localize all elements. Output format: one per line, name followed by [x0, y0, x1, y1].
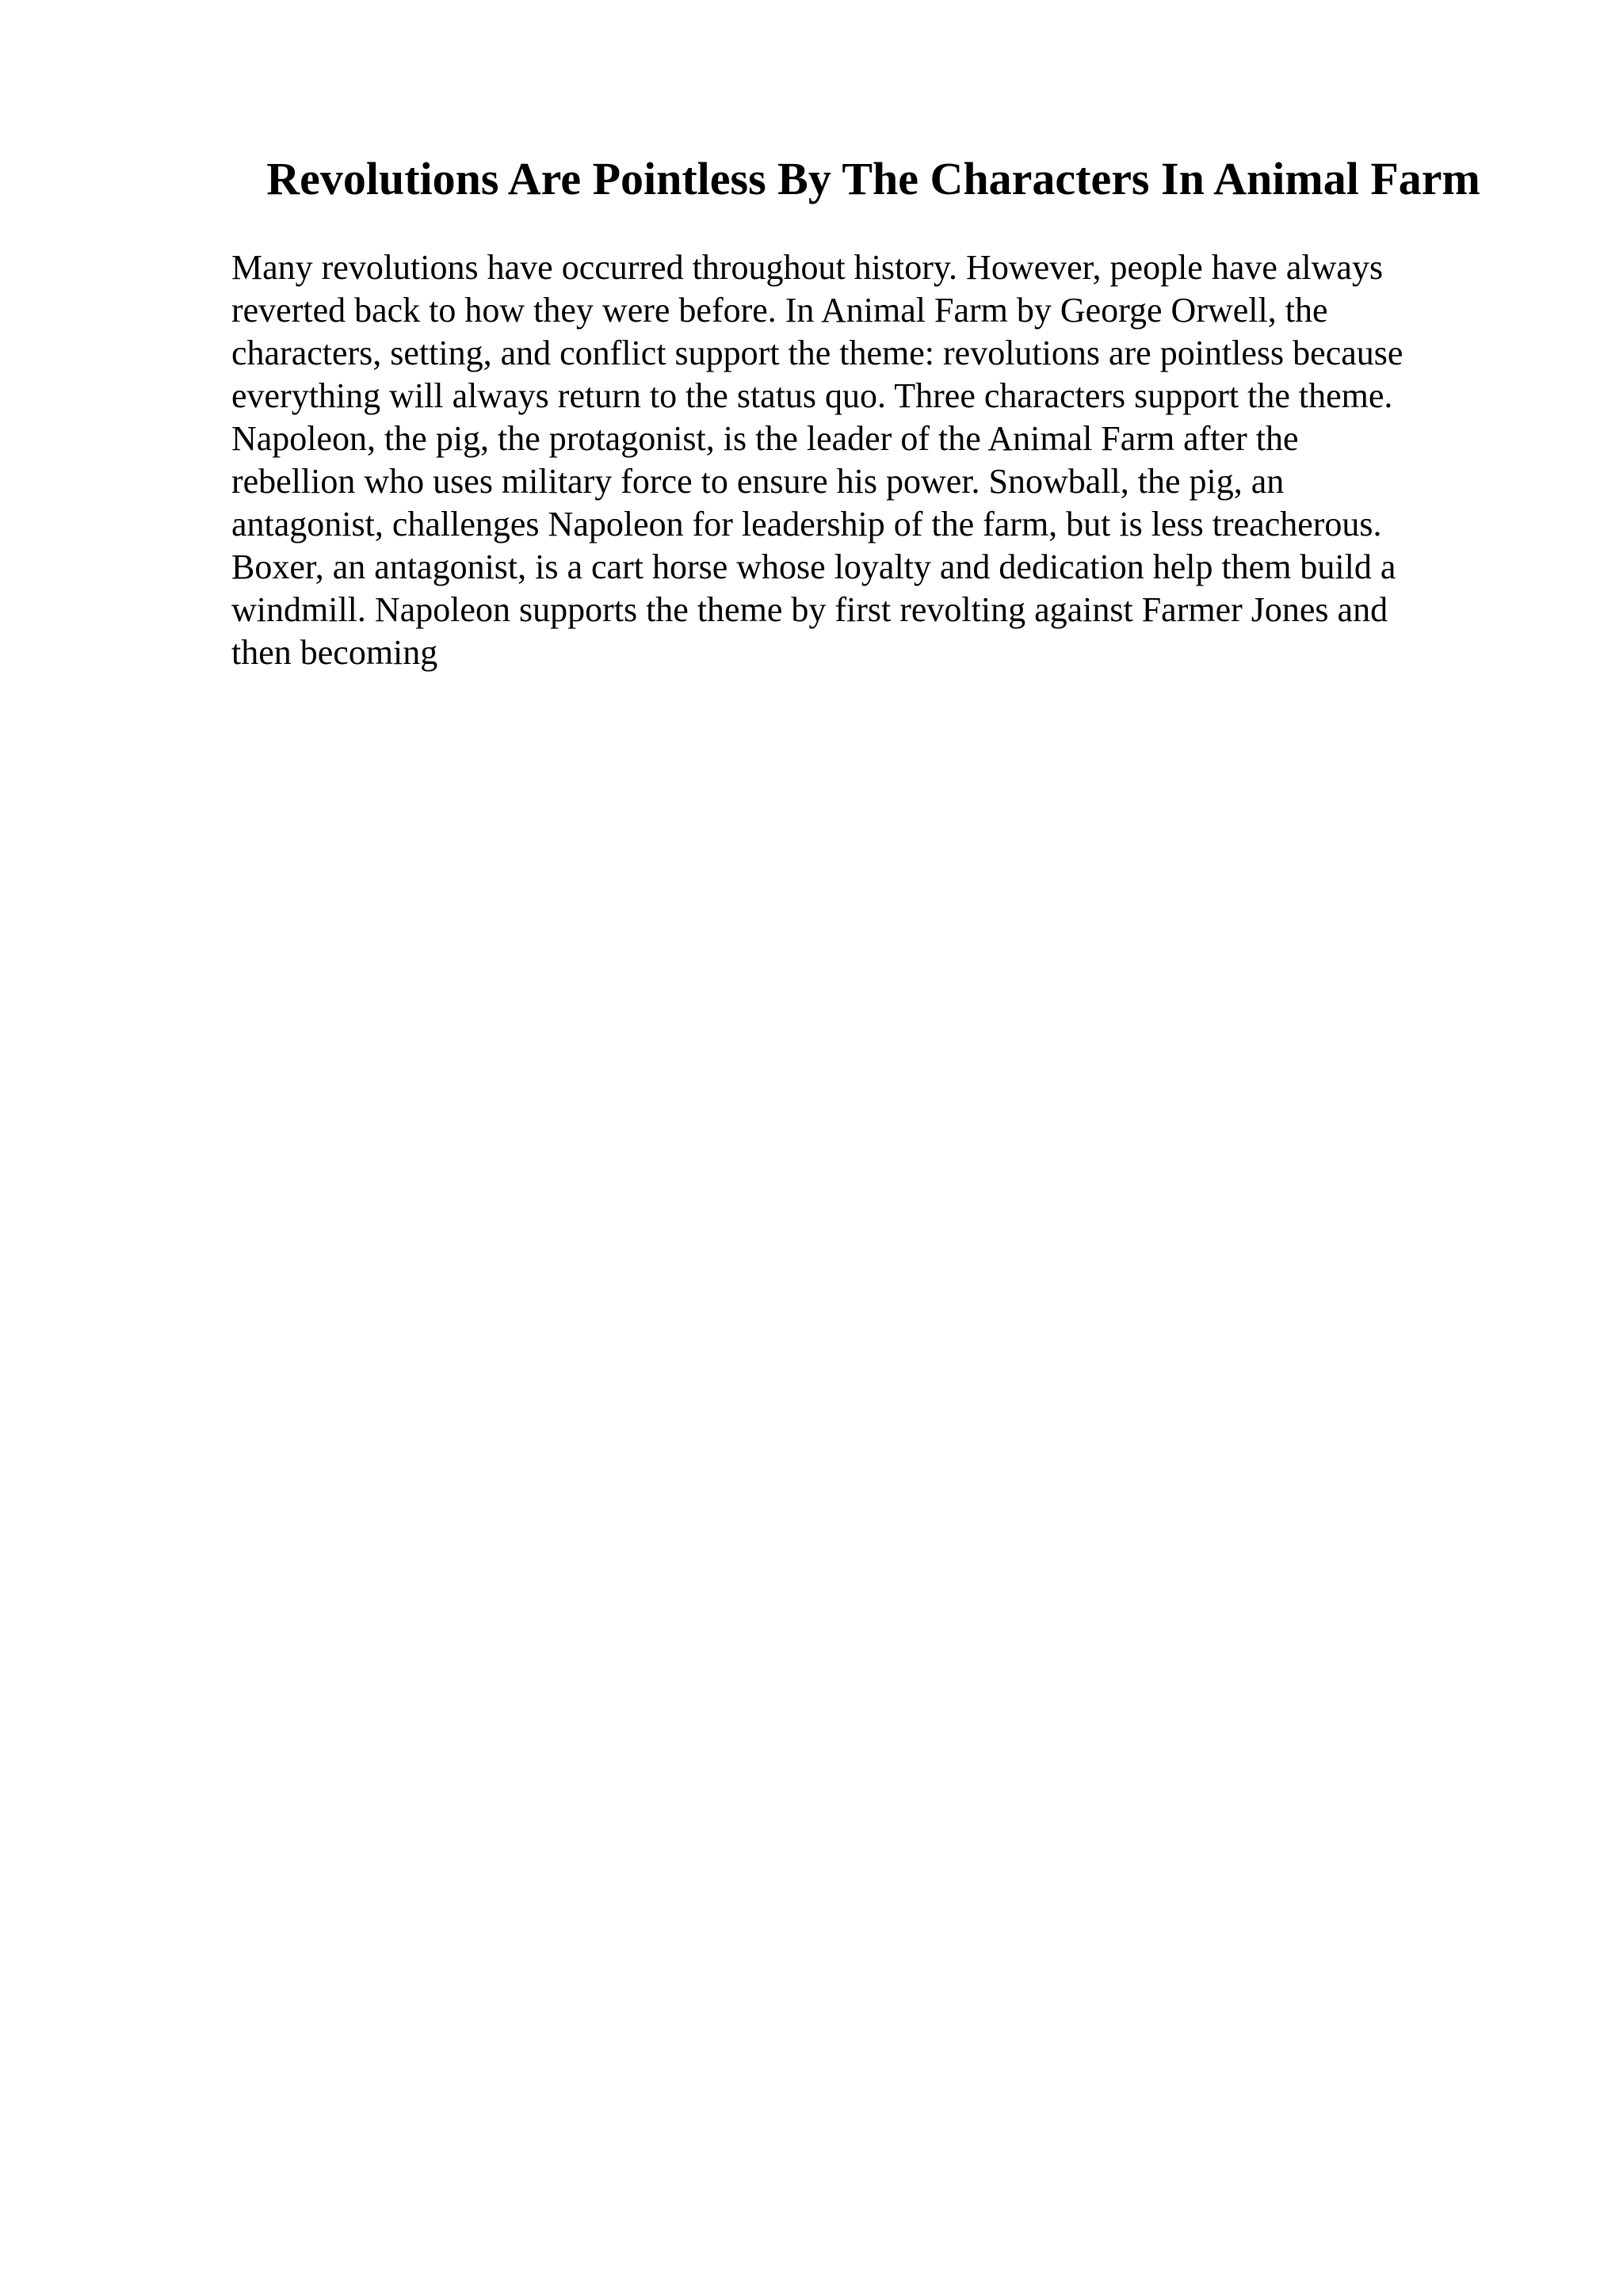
body-line: reverted back to how they were before. In Animal Farm by George Orwell, the	[231, 291, 1328, 330]
body-line: everything will always return to the status quo. Three characters support the theme.	[231, 376, 1393, 415]
body-line: characters, setting, and conflict support the theme: revolutions are pointless because	[231, 334, 1403, 372]
body-paragraph	[231, 246, 1484, 674]
document-title: Revolutions Are Pointless By The Characters In Animal Farm	[266, 153, 1480, 204]
body-line: Boxer, an antagonist, is a cart horse whose loyalty and dedication help them build a	[231, 547, 1396, 586]
body-line: rebellion who uses military force to ensure his power. Snowball, the pig, an	[231, 462, 1285, 501]
document-content	[231, 151, 1484, 674]
body-line: windmill. Napoleon supports the theme by first revolting against Farmer Jones and	[231, 590, 1388, 629]
body-line: antagonist, challenges Napoleon for leadership of the farm, but is less treacherous.	[231, 505, 1382, 543]
body-line: then becoming	[231, 633, 438, 672]
body-line: Many revolutions have occurred throughout history. However, people have always	[231, 248, 1384, 287]
body-line: Napoleon, the pig, the protagonist, is the leader of the Animal Farm after the	[231, 419, 1299, 458]
